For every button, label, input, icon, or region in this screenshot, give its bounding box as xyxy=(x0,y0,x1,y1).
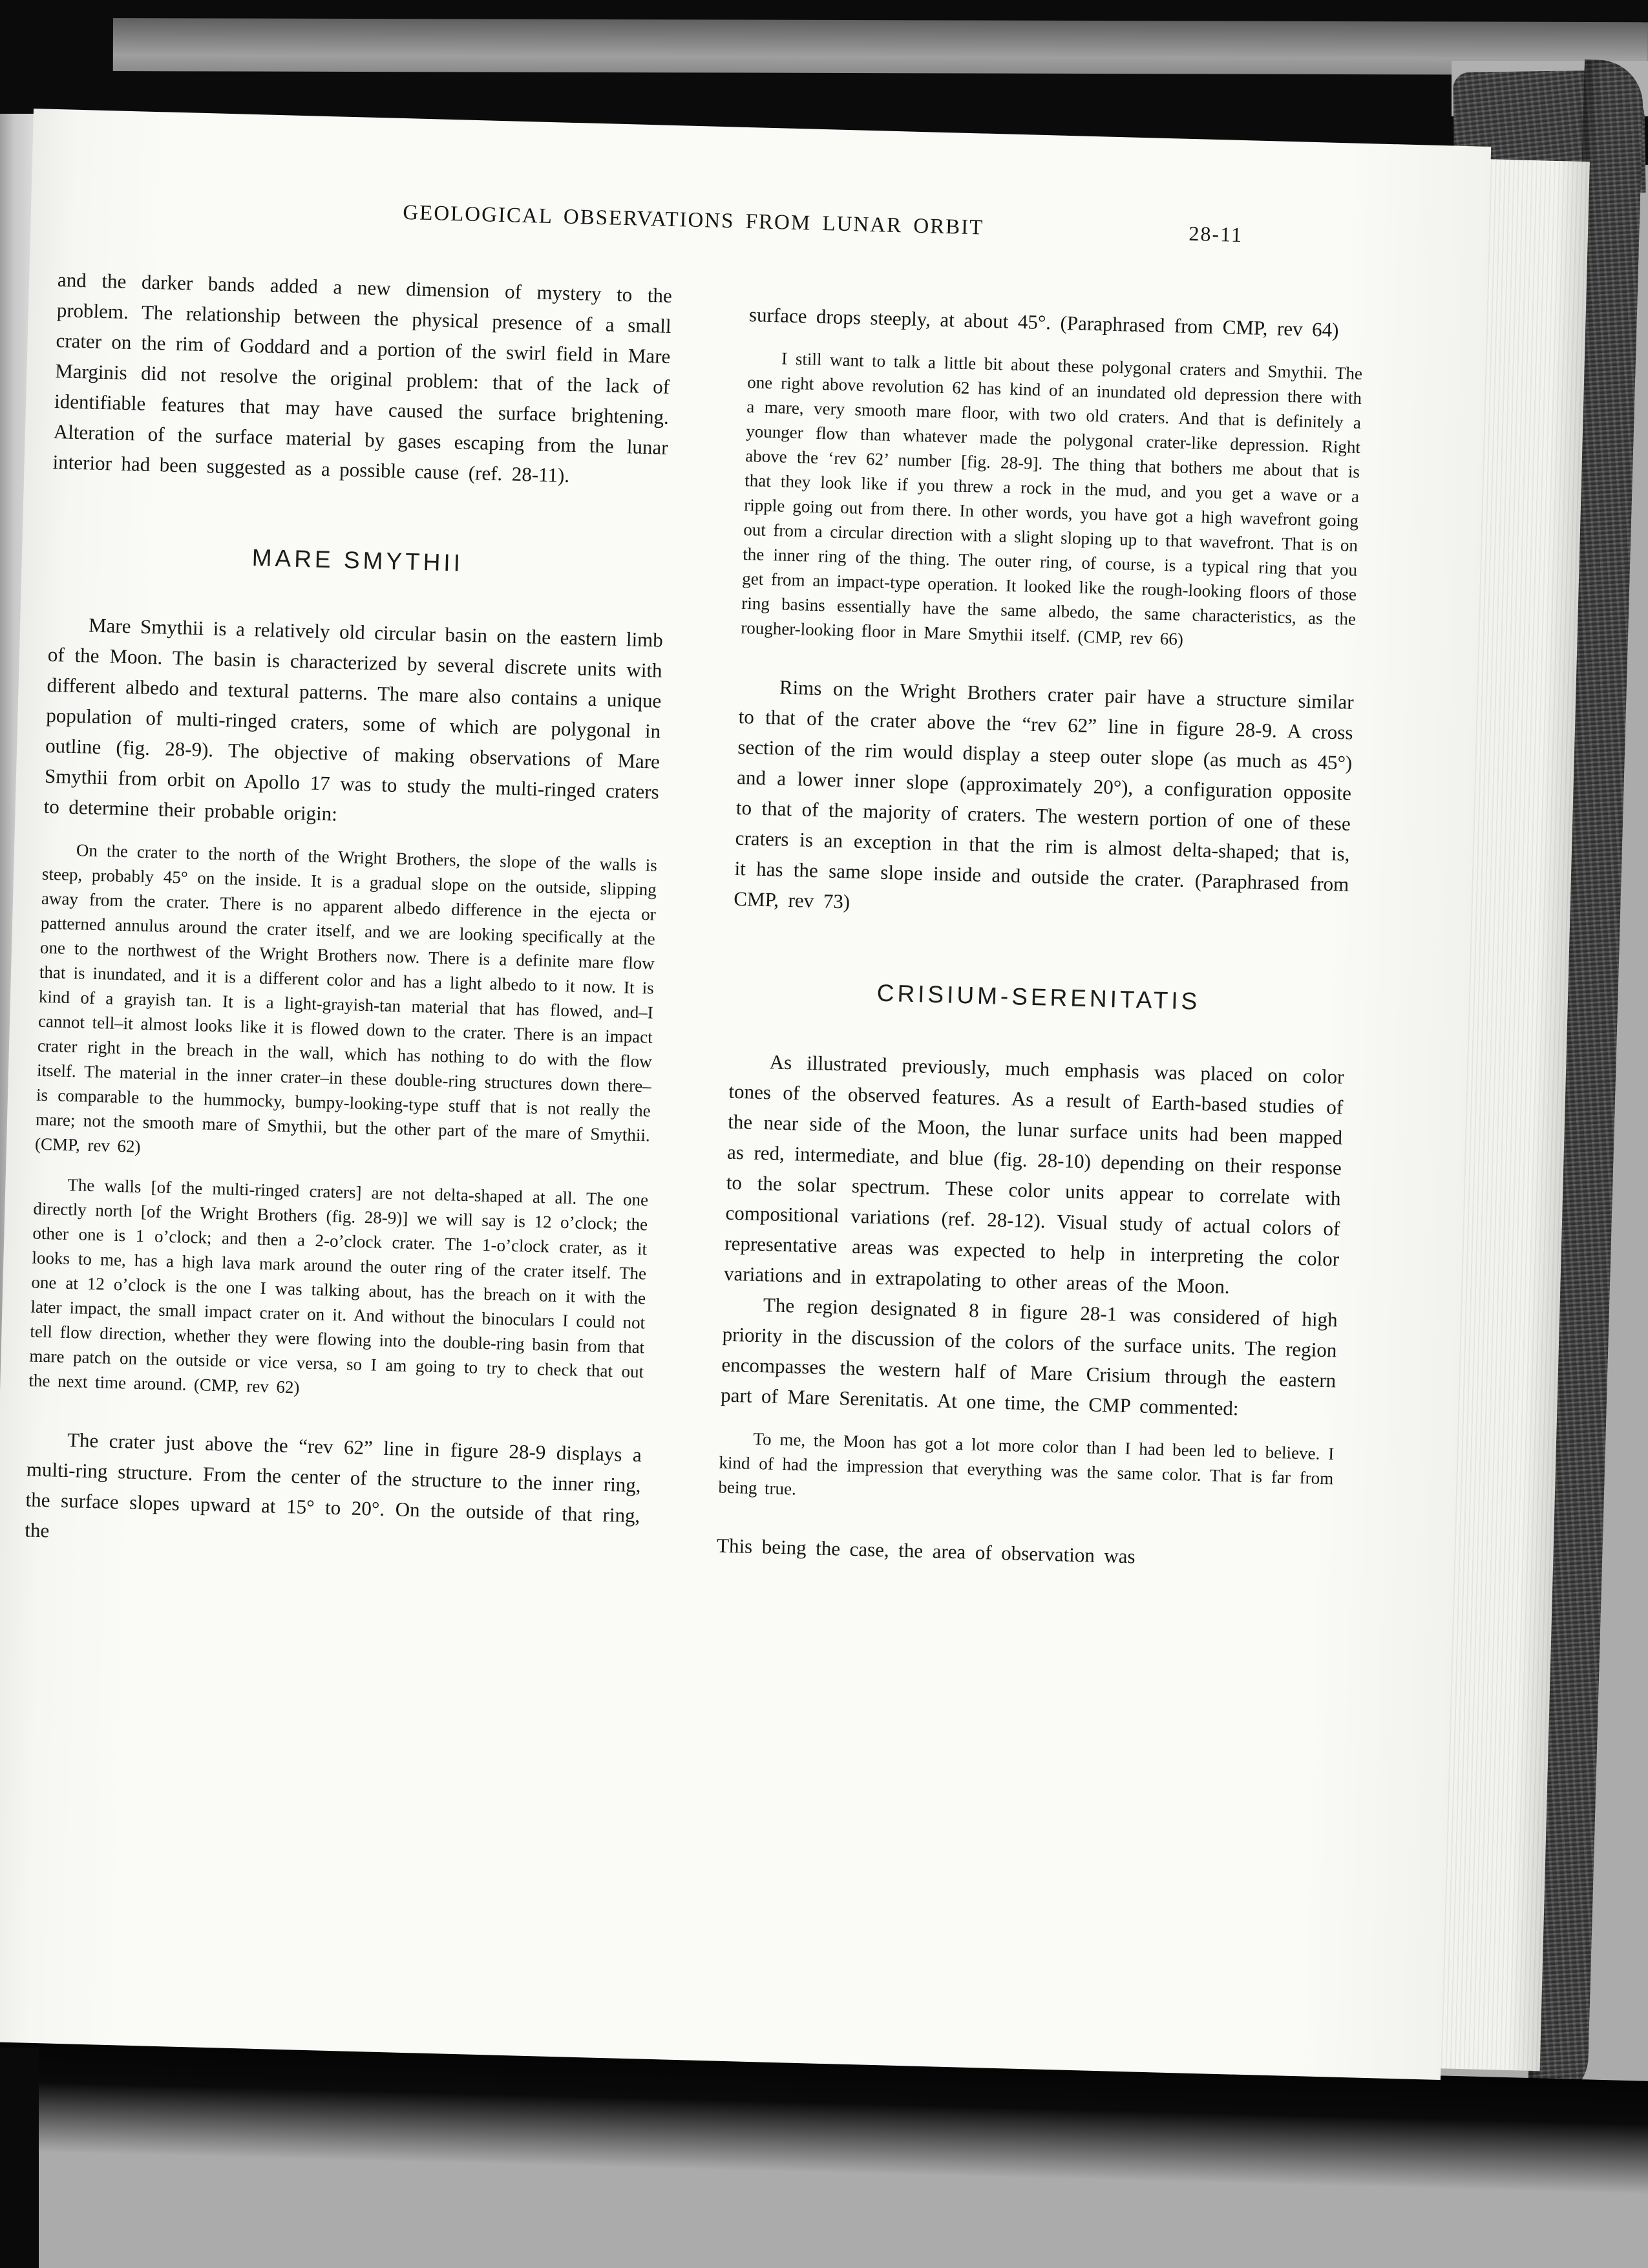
book-page xyxy=(0,109,1491,2080)
quote-paragraph: On the crater to the north of the Wright Brothers, the slope of the walls is steep, probably 45° on the inside. It is a gradual slope on the outside, slipping away from the crater. There is no apparent albedo difference in the ejecta or patterned annulus around the crater itself, and we are looking specifically at the one to the northwest of the Wright Brothers now. There is a definite mare flow that is inundated, and it is a different color and has a light albedo to it now. It is kind of a grayish tan. It is a light-grayish-tan material that has flowed, and–I cannot tell–it almost looks like it is flowed down to the crater. There is an impact crater right in the breach in the wall, which has nothing to do with the flow itself. The material in the inner crater–in these double-ring structures down there–is comparable to the hummocky, bumpy-looking-type stuff that is not really the mare; not the smooth mare of Smythii, but the other part of the mare of Smythii. (CMP, rev 62) xyxy=(34,840,658,1156)
paragraph: As illustrated previously, much emphasis was placed on color tones of the observed features. As a result of Earth-based studies of the near side of the Moon, the lunar surface units had been mapped as red, intermediate, and blue (fig. 28-10) depending on their response to the solar spectrum. These color units appear to correlate with compositional variations (ref. 28-12). Visual study of actual colors of representative areas was expected to help in interpreting the color variations and in extrapolating to other areas of the Moon. xyxy=(723,1050,1344,1298)
right-column xyxy=(716,282,1364,1579)
bottom-left-shadow xyxy=(0,2048,39,2268)
page-header xyxy=(30,191,1489,268)
paragraph: The crater just above the “rev 62” line in figure 28-9 displays a multi-ring structure. From the center of the structure to the inner ring, the surface slopes upward at 15° to 20°. On the outside of that ring, the xyxy=(24,1428,642,1542)
left-column xyxy=(25,264,673,1561)
paragraph: Mare Smythii is a relatively old circular basin on the eastern limb of the Moon. The basin is characterized by several discrete units with different albedo and textural patterns. The mare also contains a unique population of multi-ringed craters, some of which are polygonal in outline (fig. 28-9). The objective of making observations of Mare Smythii from orbit on Apollo 17 was to study the multi-ringed craters to determine their probable origin: xyxy=(43,613,664,825)
page-number: 28-11 xyxy=(1188,221,1243,247)
paragraph: and the darker bands added a new dimension of mystery to the problem. The relationship between the physical presence of a small crater on the rim of Goddard and a portion of the swirl field in Mare Marginis did not resolve the original problem: that of the lack of identifiable features that may have caused the surface brightening. Alteration of the surface material by gases escaping from the lunar interior had been suggested as a possible cause (ref. 28-11). xyxy=(52,268,673,487)
paragraph: surface drops steeply, at about 45°. (Paraphrased from CMP, rev 64) xyxy=(748,303,1339,341)
book-top-edge-highlight xyxy=(113,18,1648,75)
quote-paragraph: To me, the Moon has got a lot more color than I had been led to believe. I kind of had the impression that everything was the same color. That is far from being true. xyxy=(718,1428,1335,1499)
paragraph: The region designated 8 in figure 28-1 was considered of high priority in the discussion of the colors of the surface units. The region encompasses the western half of Mare Crisium through the eastern part of Mare Serenitatis. At one time, the CMP commented: xyxy=(720,1293,1338,1420)
paragraph: Rims on the Wright Brothers crater pair have a structure similar to that of the crater above the “rev 62” line in figure 28-9. A cross section of the rim would display a steep outer slope (as much as 45°) and a lower inner slope (approximately 20°), a configuration opposite to that of the majority of craters. The western portion of one of these craters is an exception in that the rim is almost delta-shaped; that is, it has the same slope inside and outside the crater. (Paraphrased from CMP, rev 73) xyxy=(733,675,1355,913)
text-columns xyxy=(25,264,1364,1579)
section-heading-mare-smythii: MARE SMYTHII xyxy=(251,544,464,577)
running-head: GEOLOGICAL OBSERVATIONS FROM LUNAR ORBIT xyxy=(402,201,984,240)
quote-paragraph: The walls [of the multi-ringed craters] are not delta-shaped at all. The one directly north [of the Wright Brothers (fig. 28-9)] we will say is 12 o’clock; the other one is 1 o’clock; and then a 2-o’clock crater. The 1-o’clock crater, as it looks to me, has a high lava mark around the outer ring of the crater itself. The one at 12 o’clock is the one I was talking about, has the breach on it with the later impact, the small impact crater on it. And without the binoculars I could not tell flow direction, whether they were flowing into the double-ring basin from that mare patch on the outside or vice versa, so I am going to try to check that out the next time around. (CMP, rev 62) xyxy=(28,1174,649,1397)
paragraph: This being the case, the area of observation was xyxy=(716,1534,1136,1568)
quote-paragraph: I still want to talk a little bit about these polygonal craters and Smythii. The one right above revolution 62 has kind of an inundated old depression there with a mare, very smooth mare floor, with two old craters. And that is definitely a younger flow than whatever made the polygonal crater-like depression. Right above the ‘rev 62’ number [fig. 28-9]. The thing that bothers me about that is that they look like if you threw a rock in the mud, and you get a wave or a ripple going out from there. In other words, you have got a high wavefront going out from a circular direction with a slight sloping up to that wavefront. That is on the inner ring of the thing. The outer ring, of course, is a typical ring that you get from an impact-type operation. It looked like the rough-looking floors of those ring basins essentially have the same albedo, the same characteristics, as the rougher-looking floor in Mare Smythii itself. (CMP, rev 66) xyxy=(740,348,1363,649)
section-heading-crisium-serenitatis: CRISIUM-SERENITATIS xyxy=(876,979,1201,1015)
